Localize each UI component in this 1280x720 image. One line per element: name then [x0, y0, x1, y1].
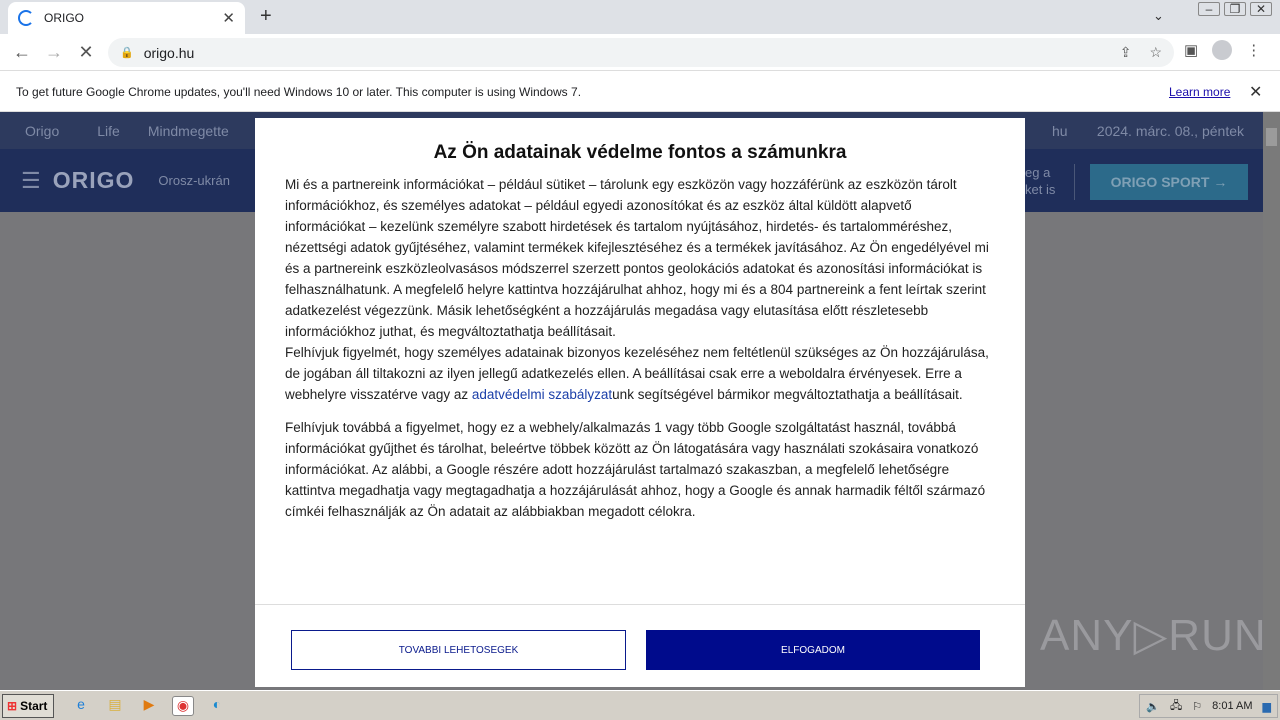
page-scrollbar[interactable]	[1263, 112, 1280, 690]
windows-taskbar	[0, 690, 1280, 720]
infobar-message: To get future Google Chrome updates, you'll need Windows 10 or later. This computer is using Windows 7.	[16, 84, 582, 99]
system-tray	[1139, 694, 1278, 718]
nav-link[interactable]: Life	[97, 122, 120, 139]
forward-button[interactable]: →	[45, 41, 63, 62]
lock-icon: 🔒	[120, 47, 134, 59]
origo-sport-button[interactable]: ORIGO SPORT →	[1090, 164, 1248, 200]
address-bar[interactable]	[108, 38, 1174, 67]
nav-link-partial[interactable]: hu	[1052, 122, 1068, 139]
consent-paragraph: Mi és a partnereink információkat – például sütiket – tárolunk egy eszközön vagy hozzáférünk az eszközön tárolt információkhoz, és személyes adatokat – például egyedi azonosítókat és az eszköz által küldött alapvető információkat – kezelünk személyre szabott hirdetések és tartalom nyújtásához, hirdetés- és tartalomméréshez, nézettségi adatok gyűjtéséhez, valamint termékek kifejlesztéséhez és a termékek javításához. Az Ön engedélyével mi és a partnereink eszközleolvasásos módszerrel szerzett pontos geolokációs adatokat és azonosítási információkat is felhasználhatunk. A megfelelő helyre kattintva hozzájárulhat ahhoz, hogy mi és a 804 partnereink a fent leírtak szerint adatkezelést végezzünk. Másik lehetőségként a hozzájárulás megadása vagy elutasítása előtt részletesebb információkhoz juthat, és megváltoztathatja beállításait. Felhívjuk figyelmét, hogy személyes adatainak bizonyos kezeléséhez nem feltétlenül szükséges az Ön hozzájárulása, de jogában áll tiltakozni az ilyen jellegű adatkezelés ellen. A beállításai csak erre a weboldalra érvényesek. Erre a webhelyre visszatérve vagy az adatvédelmi szabályzatunk segítségével bármikor megváltoztathatja a beállításait.	[285, 177, 989, 402]
ie-icon[interactable]: e	[77, 695, 85, 712]
consent-title: Az Ön adatainak védelme fontos a számunkra	[433, 142, 847, 163]
consent-dialog	[255, 118, 1025, 687]
infobar-close-icon[interactable]: ✕	[1249, 83, 1263, 101]
chrome-icon[interactable]: ◉	[172, 696, 194, 716]
stop-loading-button[interactable]: ✕	[78, 41, 94, 62]
tab-title: ORIGO	[44, 11, 85, 25]
close-window-button[interactable]: ✕	[1250, 2, 1272, 16]
nav-link[interactable]: Origo	[25, 122, 60, 139]
learn-more-link[interactable]: Learn more	[1169, 84, 1231, 99]
profile-avatar[interactable]	[1212, 40, 1232, 60]
tab-search-chevron-icon[interactable]: ⌄	[1153, 8, 1164, 23]
new-tab-button[interactable]: +	[260, 5, 272, 27]
update-infobar	[0, 72, 1280, 112]
show-desktop-icon[interactable]: ▆	[1262, 700, 1271, 713]
explorer-icon[interactable]: ▤	[108, 695, 122, 712]
share-icon[interactable]: ⇪	[1119, 44, 1132, 60]
network-icon[interactable]: 🖧	[1170, 699, 1183, 712]
browser-toolbar	[0, 34, 1280, 71]
more-options-button[interactable]: TOVABBI LEHETOSEGEK	[291, 630, 626, 670]
header-partial-text: eg a ket is	[1025, 165, 1056, 197]
loading-icon	[18, 10, 34, 26]
bookmark-star-icon[interactable]: ☆	[1149, 44, 1162, 60]
tab-origo[interactable]	[8, 2, 245, 34]
restore-button[interactable]: ❐	[1224, 2, 1246, 16]
minimize-button[interactable]: –	[1198, 2, 1220, 16]
divider	[1074, 164, 1075, 200]
start-button[interactable]: ⊞ Start	[2, 694, 54, 718]
anyrun-watermark: ANY▷RUN	[1040, 611, 1267, 660]
flag-icon[interactable]: ⚐	[1192, 700, 1203, 713]
topic-link[interactable]: Orosz-ukrán	[158, 173, 230, 188]
edge-icon[interactable]: ◐	[212, 695, 222, 712]
media-player-icon[interactable]: ▶	[143, 695, 155, 712]
clock[interactable]: 8:01 AM	[1212, 700, 1253, 712]
tab-strip	[0, 0, 1280, 34]
url-text: origo.hu	[143, 44, 195, 61]
consent-paragraph-google: Felhívjuk továbbá a figyelmet, hogy ez a webhely/alkalmazás 1 vagy több Google szolgáltatást használ, továbbá információkat gyűjthet és tárolhat, beleértve többek között az Ön látogatására vagy használati szokásaira vonatkozó információkat. Az alábbi, a Google részére adott hozzájárulást tartalmazó szakaszban, a megfelelő lehetőségre kattintva megadhatja vagy megtagadhatja a hozzájárulását ahhoz, hogy a Google és annak harmadik féltől származó címkéi felhasználják az Ön adatait az alábbiakban megadott célokra.	[285, 420, 986, 519]
date-text: 2024. márc. 08., péntek	[1096, 122, 1244, 139]
close-tab-icon[interactable]: ✕	[222, 10, 235, 27]
volume-icon[interactable]: 🔈	[1146, 700, 1161, 713]
scrollbar-thumb[interactable]	[1266, 128, 1277, 146]
hamburger-menu-icon[interactable]: ☰	[21, 167, 41, 193]
privacy-policy-link[interactable]: adatvédelmi szabályzat	[471, 387, 613, 402]
consent-footer	[255, 604, 1025, 687]
back-button[interactable]: ←	[13, 41, 31, 62]
origo-logo[interactable]: ORIGO	[52, 167, 135, 193]
nav-link[interactable]: Mindmegette	[147, 122, 229, 139]
menu-icon[interactable]: ⋮	[1246, 42, 1262, 59]
side-panel-icon[interactable]: ▣	[1184, 42, 1199, 59]
accept-button[interactable]: ELFOGADOM	[646, 630, 980, 670]
